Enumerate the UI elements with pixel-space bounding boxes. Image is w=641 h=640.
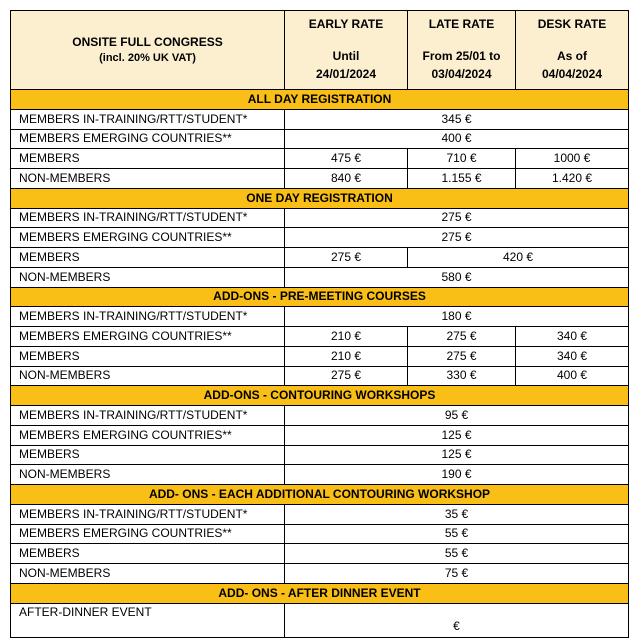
table-row (11, 267, 629, 287)
early-value: 275 € (285, 366, 408, 386)
table-row (11, 109, 629, 129)
late-rate-line2: 03/04/2024 (431, 67, 492, 81)
row-label: MEMBERS EMERGING COUNTRIES** (11, 228, 285, 248)
early-value: 275 € (285, 248, 408, 268)
late-rate-title: LATE RATE (428, 17, 495, 31)
row-label: MEMBERS (11, 149, 285, 169)
section-header-pre-meeting (11, 287, 629, 307)
section-header-additional-workshop (11, 485, 629, 505)
row-value: 35 € (285, 504, 629, 524)
desk-value: 1000 € (516, 149, 629, 169)
row-label: NON-MEMBERS (11, 465, 285, 485)
row-value: 580 € (285, 267, 629, 287)
desk-value: 400 € (516, 366, 629, 386)
early-rate-title: EARLY RATE (308, 17, 384, 31)
pricing-table-container (10, 10, 628, 638)
header-desk-rate (516, 11, 629, 90)
late-rate-line1: From 25/01 to (422, 49, 501, 63)
header-late-rate (408, 11, 516, 90)
row-value: 75 € (285, 564, 629, 584)
table-row (11, 564, 629, 584)
row-value: 125 € (285, 425, 629, 445)
section-title: ADD- ONS - EACH ADDITIONAL CONTOURING WORKSHOP (11, 485, 629, 505)
row-label: NON-MEMBERS (11, 169, 285, 189)
row-label: AFTER-DINNER EVENT (11, 603, 285, 637)
section-title: ADD- ONS - AFTER DINNER EVENT (11, 583, 629, 603)
row-label: MEMBERS IN-TRAINING/RTT/STUDENT* (11, 109, 285, 129)
table-row (11, 366, 629, 386)
row-label: MEMBERS IN-TRAINING/RTT/STUDENT* (11, 406, 285, 426)
table-row (11, 307, 629, 327)
table-row (11, 346, 629, 366)
header-main (11, 11, 285, 90)
early-value: 840 € (285, 169, 408, 189)
desk-rate-line1: As of (557, 49, 587, 63)
row-label: MEMBERS IN-TRAINING/RTT/STUDENT* (11, 504, 285, 524)
row-value: 345 € (285, 109, 629, 129)
late-value: 275 € (408, 346, 516, 366)
section-title: ADD-ONS - CONTOURING WORKSHOPS (11, 386, 629, 406)
desk-value: 1.420 € (516, 169, 629, 189)
row-value: 125 € (285, 445, 629, 465)
desk-rate-line2: 04/04/2024 (541, 67, 603, 81)
row-value: 55 € (285, 544, 629, 564)
table-row (11, 524, 629, 544)
row-label: NON-MEMBERS (11, 267, 285, 287)
row-label: MEMBERS IN-TRAINING/RTT/STUDENT* (11, 307, 285, 327)
row-label: MEMBERS EMERGING COUNTRIES** (11, 524, 285, 544)
early-value: 210 € (285, 346, 408, 366)
header-main-title: ONSITE FULL CONGRESS (72, 35, 223, 49)
table-row (11, 425, 629, 445)
late-value: 330 € (408, 366, 516, 386)
early-rate-line2: 24/01/2024 (315, 67, 377, 81)
row-value: 275 € (285, 208, 629, 228)
row-value: 400 € (285, 129, 629, 149)
section-header-after-dinner (11, 583, 629, 603)
registration-fees-table (10, 10, 629, 638)
row-label: MEMBERS (11, 445, 285, 465)
table-row (11, 248, 629, 268)
header-main-subtitle: (incl. 20% UK VAT) (99, 52, 196, 64)
late-value: 275 € (408, 327, 516, 347)
table-row (11, 208, 629, 228)
row-label: MEMBERS EMERGING COUNTRIES** (11, 129, 285, 149)
row-label: MEMBERS (11, 346, 285, 366)
row-value: 95 € (285, 406, 629, 426)
table-row (11, 465, 629, 485)
section-header-one-day (11, 188, 629, 208)
header-early-rate (285, 11, 408, 90)
row-label: MEMBERS IN-TRAINING/RTT/STUDENT* (11, 208, 285, 228)
late-desk-value: 420 € (408, 248, 629, 268)
row-label: NON-MEMBERS (11, 366, 285, 386)
table-row (11, 129, 629, 149)
row-value: 180 € (285, 307, 629, 327)
early-rate-line1: Until (332, 49, 360, 63)
section-title: ALL DAY REGISTRATION (11, 90, 629, 110)
row-label: NON-MEMBERS (11, 564, 285, 584)
row-label: MEMBERS EMERGING COUNTRIES** (11, 425, 285, 445)
table-row (11, 169, 629, 189)
table-row (11, 406, 629, 426)
table-row (11, 149, 629, 169)
table-row (11, 445, 629, 465)
table-row (11, 544, 629, 564)
early-value: 475 € (285, 149, 408, 169)
section-title: ONE DAY REGISTRATION (11, 188, 629, 208)
row-label: MEMBERS (11, 544, 285, 564)
row-label: MEMBERS EMERGING COUNTRIES** (11, 327, 285, 347)
row-value: 190 € (285, 465, 629, 485)
late-value: 710 € (408, 149, 516, 169)
table-row (11, 603, 629, 637)
table-row (11, 327, 629, 347)
late-value: 1.155 € (408, 169, 516, 189)
section-header-all-day (11, 90, 629, 110)
desk-value: 340 € (516, 327, 629, 347)
desk-value: 340 € (516, 346, 629, 366)
table-header-row (11, 11, 629, 90)
section-header-contouring (11, 386, 629, 406)
desk-rate-title: DESK RATE (537, 17, 607, 31)
section-title: ADD-ONS - PRE-MEETING COURSES (11, 287, 629, 307)
row-label: MEMBERS (11, 248, 285, 268)
row-value: 275 € (285, 228, 629, 248)
row-value: € (285, 603, 629, 637)
row-value: 55 € (285, 524, 629, 544)
early-value: 210 € (285, 327, 408, 347)
table-row (11, 504, 629, 524)
table-row (11, 228, 629, 248)
